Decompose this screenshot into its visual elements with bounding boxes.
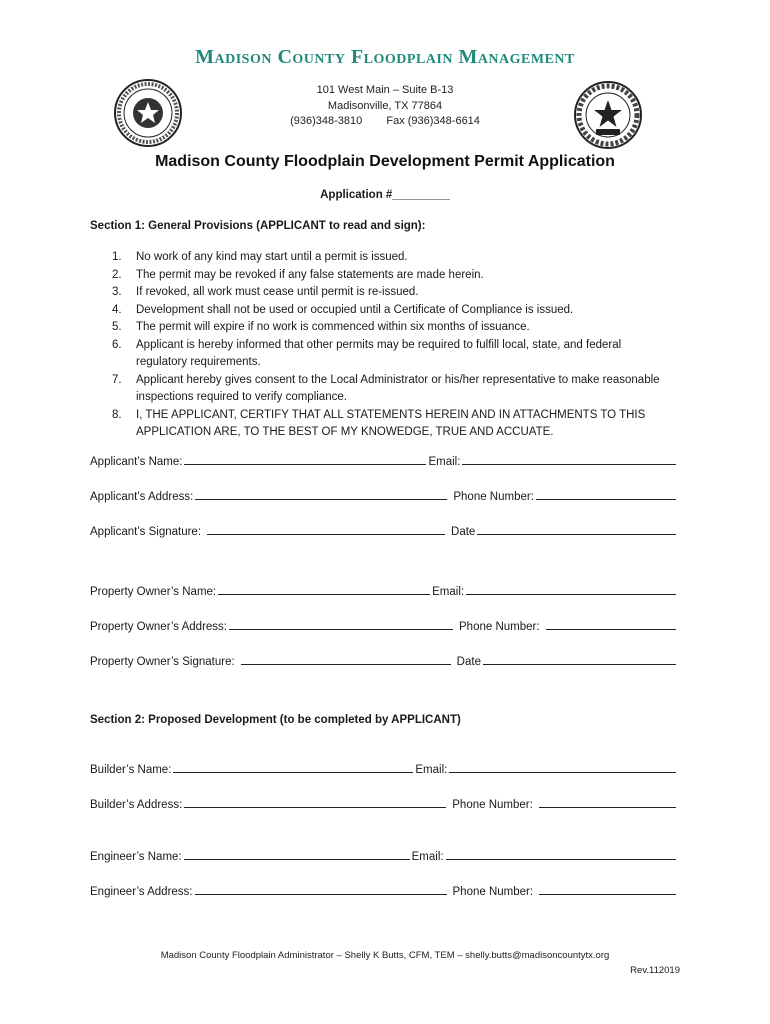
owner-date-label: Date: [456, 656, 481, 668]
owner-signature-label: Property Owner’s Signature:: [90, 656, 235, 668]
applicant-date-label: Date: [451, 526, 476, 538]
provision-item: 4. Development shall not be used or occupied until a Certificate of Compliance is issued.: [112, 303, 574, 316]
engineer-phone-label: Phone Number:: [452, 886, 534, 898]
footer-contact: Madison County Floodplain Administrator – Shelly K Butts, CFM, TEM – shelly.butts@madisoncountytx.org: [160, 950, 610, 961]
builder-name-field[interactable]: [173, 761, 413, 773]
applicant-name-row: [90, 453, 678, 468]
owner-phone-field[interactable]: [546, 618, 676, 630]
provision-item: 2. The permit may be revoked if any false statements are made herein.: [112, 268, 484, 281]
right-county-seal-icon: [573, 80, 643, 150]
fax-number: Fax (936)348-6614: [386, 115, 480, 127]
owner-date-field[interactable]: [483, 653, 676, 665]
applicant-address-label: Applicant’s Address:: [90, 491, 194, 503]
engineer-name-field[interactable]: [184, 848, 410, 860]
phone-number: (936)348-3810: [290, 115, 363, 127]
owner-email-label: Email:: [432, 586, 465, 598]
applicant-address-row: [90, 488, 678, 503]
applicant-signature-field[interactable]: [207, 523, 445, 535]
owner-signature-row: [90, 653, 678, 668]
owner-email-field[interactable]: [466, 583, 676, 595]
agency-title: Madison County Floodplain Management: [195, 46, 575, 68]
builder-name-row: [90, 761, 678, 776]
builder-name-label: Builder’s Name:: [90, 764, 172, 776]
provision-item: 8. I, THE APPLICANT, CERTIFY THAT ALL STATEMENTS HEREIN AND IN ATTACHMENTS TO THIS APPLICATION ARE, TO THE BEST OF MY KNOWEDGE, TRUE AND ACCUATE.: [112, 408, 646, 438]
applicant-name-label: Applicant’s Name:: [90, 456, 183, 468]
provision-item: 5. The permit will expire if no work is commenced within six months of issuance.: [112, 321, 530, 333]
provision-item: 6. Applicant is hereby informed that other permits may be required to fulfill local, state, and federal regulatory requirements.: [112, 338, 622, 368]
engineer-address-row: [90, 883, 678, 898]
applicant-phone-field[interactable]: [536, 488, 676, 500]
owner-name-row: [90, 583, 678, 598]
builder-address-row: [90, 796, 678, 811]
document-title: Madison County Floodplain Development Permit Application: [155, 153, 615, 170]
applicant-email-label: Email:: [428, 456, 461, 468]
section-1-heading: Section 1: General Provisions (APPLICANT to read and sign):: [90, 220, 426, 232]
owner-name-field[interactable]: [218, 583, 430, 595]
provision-item: 7. Applicant hereby gives consent to the Local Administrator or his/her representative to make reasonable inspections required to verify compliance.: [112, 373, 660, 403]
owner-phone-label: Phone Number:: [459, 621, 540, 633]
builder-address-label: Builder’s Address:: [90, 799, 183, 811]
address-line-1: 101 West Main – Suite B-13: [316, 84, 454, 96]
applicant-address-field[interactable]: [195, 488, 447, 500]
provisions-list: [112, 249, 672, 442]
builder-email-label: Email:: [415, 764, 448, 776]
applicant-date-field[interactable]: [477, 523, 676, 535]
engineer-name-row: [90, 848, 678, 863]
applicant-signature-row: [90, 523, 678, 538]
engineer-email-label: Email:: [411, 851, 444, 863]
application-number[interactable]: Application #_________: [320, 189, 450, 201]
builder-address-field[interactable]: [184, 796, 446, 808]
owner-name-label: Property Owner’s Name:: [90, 586, 217, 598]
builder-phone-label: Phone Number:: [452, 799, 533, 811]
provision-item: 1. No work of any kind may start until a permit is issued.: [112, 251, 408, 263]
left-county-seal-icon: [113, 78, 183, 148]
provision-item: 3. If revoked, all work must cease until permit is re-issued.: [112, 286, 419, 298]
applicant-name-field[interactable]: [184, 453, 426, 465]
builder-email-field[interactable]: [449, 761, 676, 773]
engineer-address-label: Engineer’s Address:: [90, 886, 193, 898]
owner-address-label: Property Owner’s Address:: [90, 621, 227, 633]
engineer-phone-field[interactable]: [539, 883, 676, 895]
owner-address-row: [90, 618, 678, 633]
builder-phone-field[interactable]: [539, 796, 676, 808]
section-2-heading: Section 2: Proposed Development (to be completed by APPLICANT): [90, 714, 461, 726]
engineer-name-label: Engineer’s Name:: [90, 851, 182, 863]
engineer-address-field[interactable]: [195, 883, 447, 895]
owner-signature-field[interactable]: [241, 653, 451, 665]
applicant-phone-label: Phone Number:: [453, 491, 534, 503]
owner-address-field[interactable]: [229, 618, 453, 630]
applicant-signature-label: Applicant’s Signature:: [90, 526, 202, 538]
engineer-email-field[interactable]: [446, 848, 676, 860]
applicant-email-field[interactable]: [462, 453, 676, 465]
address-line-2: Madisonville, TX 77864: [327, 100, 443, 112]
revision-label: Rev.112019: [630, 965, 680, 976]
